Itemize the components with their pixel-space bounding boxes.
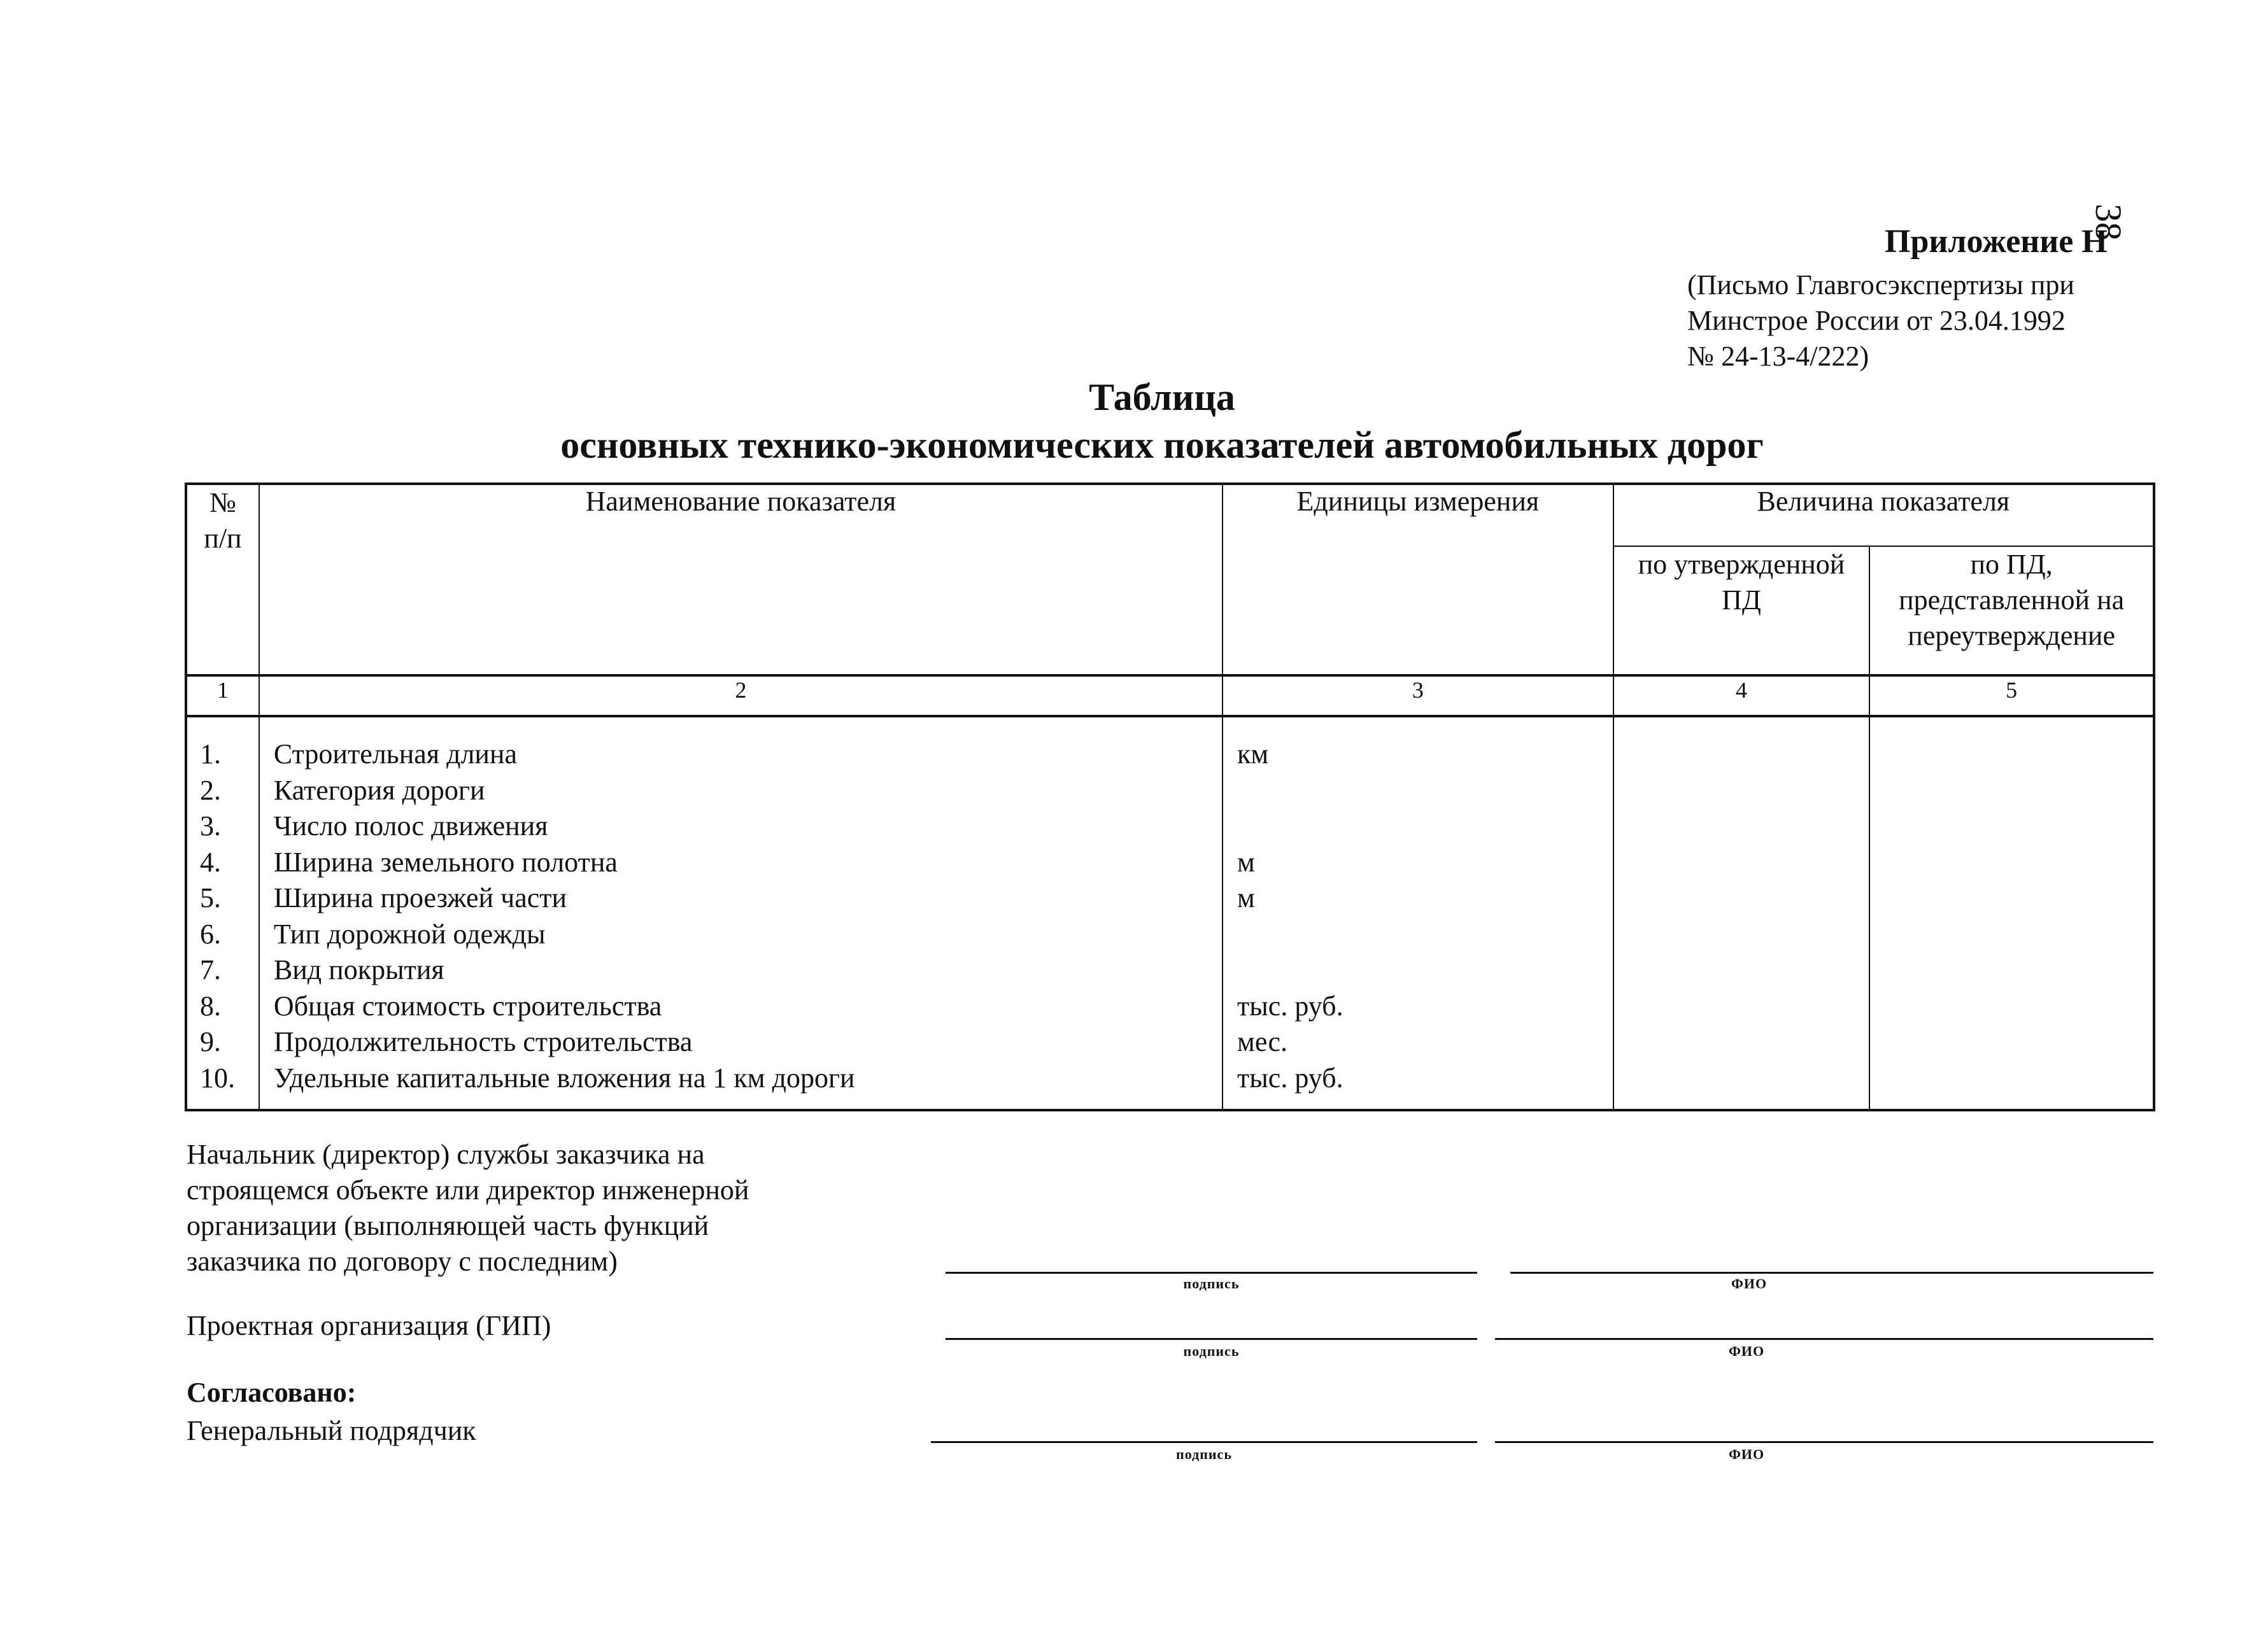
indicator-name: Тип дорожной одежды — [273, 918, 546, 950]
signature-caption-3: подпись — [1176, 1446, 1232, 1462]
signature-line-1 — [946, 1272, 1477, 1274]
name-line-2 — [1495, 1338, 2153, 1340]
column-number: 5 — [1869, 675, 2154, 716]
row-number: 7. — [200, 954, 221, 985]
signature-caption-1: подпись — [1183, 1276, 1240, 1292]
indicator-names-cell — [259, 716, 1223, 1110]
indicator-name: Категория дороги — [273, 774, 485, 806]
column-number: 2 — [259, 675, 1223, 716]
appendix-note-line: (Письмо Главгосэкспертизы при — [1687, 269, 2074, 300]
indicator-unit — [1237, 952, 1613, 989]
general-contractor-label: Генеральный подрядчик — [187, 1415, 476, 1446]
row-number: 2. — [200, 774, 221, 806]
indicator-unit — [1237, 808, 1613, 845]
column-number-row — [186, 675, 2154, 716]
row-number: 3. — [200, 810, 221, 842]
indicator-name: Удельные капитальные вложения на 1 км дороги — [273, 1062, 855, 1094]
presented-values-cell — [1869, 716, 2154, 1110]
customer-label-line: заказчика по договору с последним) — [187, 1246, 618, 1277]
indicator-unit: км — [1237, 738, 1269, 770]
header-units: Единицы измерения — [1223, 484, 1613, 675]
design-org-label: Проектная организация (ГИП) — [187, 1310, 551, 1341]
customer-signatory-label — [187, 1137, 887, 1279]
column-number: 4 — [1613, 675, 1870, 716]
name-caption-2: ФИО — [1728, 1343, 1765, 1359]
agreed-label: Согласовано: — [187, 1377, 357, 1408]
customer-label-line: организации (выполняющей часть функций — [187, 1210, 709, 1241]
name-caption-1: ФИО — [1731, 1276, 1768, 1292]
row-numbers-cell — [186, 716, 259, 1110]
row-number: 10. — [200, 1062, 235, 1094]
table-title: Таблица — [1089, 376, 1235, 418]
indicator-unit: м — [1237, 846, 1255, 878]
appendix-note-line: № 24-13-4/222) — [1687, 341, 1869, 372]
appendix-note — [1687, 267, 2133, 374]
appendix-note-line: Минстрое России от 23.04.1992 — [1687, 305, 2066, 336]
page-number: 38 — [2088, 204, 2129, 241]
appendix-title: Приложение Н — [1885, 223, 2108, 260]
row-number: 5. — [200, 882, 221, 913]
indicator-unit — [1237, 917, 1613, 953]
name-line-3 — [1495, 1441, 2153, 1443]
signature-line-3 — [931, 1441, 1477, 1443]
approved-values-cell — [1613, 716, 1870, 1110]
indicator-name: Ширина проезжей части — [273, 882, 567, 913]
indicator-name: Ширина земельного полотна — [273, 846, 618, 878]
row-number: 9. — [200, 1026, 221, 1057]
signature-caption-2: подпись — [1183, 1343, 1240, 1359]
table-subtitle: основных технико-экономических показателей автомобильных дорог — [560, 424, 1764, 466]
row-number: 6. — [200, 918, 221, 950]
table-body-row — [186, 716, 2154, 1110]
indicators-table — [185, 482, 2155, 1111]
header-num: № п/п — [186, 484, 259, 675]
indicator-name: Общая стоимость строительства — [273, 990, 662, 1022]
indicator-unit: мес. — [1237, 1026, 1288, 1057]
indicator-name: Число полос движения — [273, 810, 548, 842]
customer-label-line: Начальник (директор) службы заказчика на — [187, 1139, 705, 1170]
indicator-name: Вид покрытия — [273, 954, 444, 985]
indicator-unit: тыс. руб. — [1237, 1062, 1343, 1094]
indicator-name: Продолжительность строительства — [273, 1026, 693, 1057]
indicator-name: Строительная длина — [273, 738, 518, 770]
column-number: 3 — [1223, 675, 1613, 716]
units-cell — [1223, 716, 1613, 1110]
indicator-unit — [1237, 773, 1613, 809]
row-number: 4. — [200, 846, 221, 878]
customer-label-line: строящемся объекте или директор инженерной — [187, 1174, 749, 1206]
header-presented: по ПД, представленной на переутверждение — [1869, 546, 2154, 675]
name-caption-3: ФИО — [1728, 1446, 1765, 1462]
header-name: Наименование показателя — [259, 484, 1223, 675]
signature-line-2 — [946, 1338, 1477, 1340]
indicator-unit: м — [1237, 882, 1255, 913]
table-header-row — [186, 484, 2154, 546]
column-number: 1 — [186, 675, 259, 716]
row-number: 8. — [200, 990, 221, 1022]
row-number: 1. — [200, 738, 221, 770]
header-approved: по утвержденной ПД — [1613, 546, 1870, 675]
indicator-unit: тыс. руб. — [1237, 990, 1343, 1022]
name-line-1 — [1510, 1272, 2153, 1274]
header-value-group: Величина показателя — [1613, 484, 2154, 546]
